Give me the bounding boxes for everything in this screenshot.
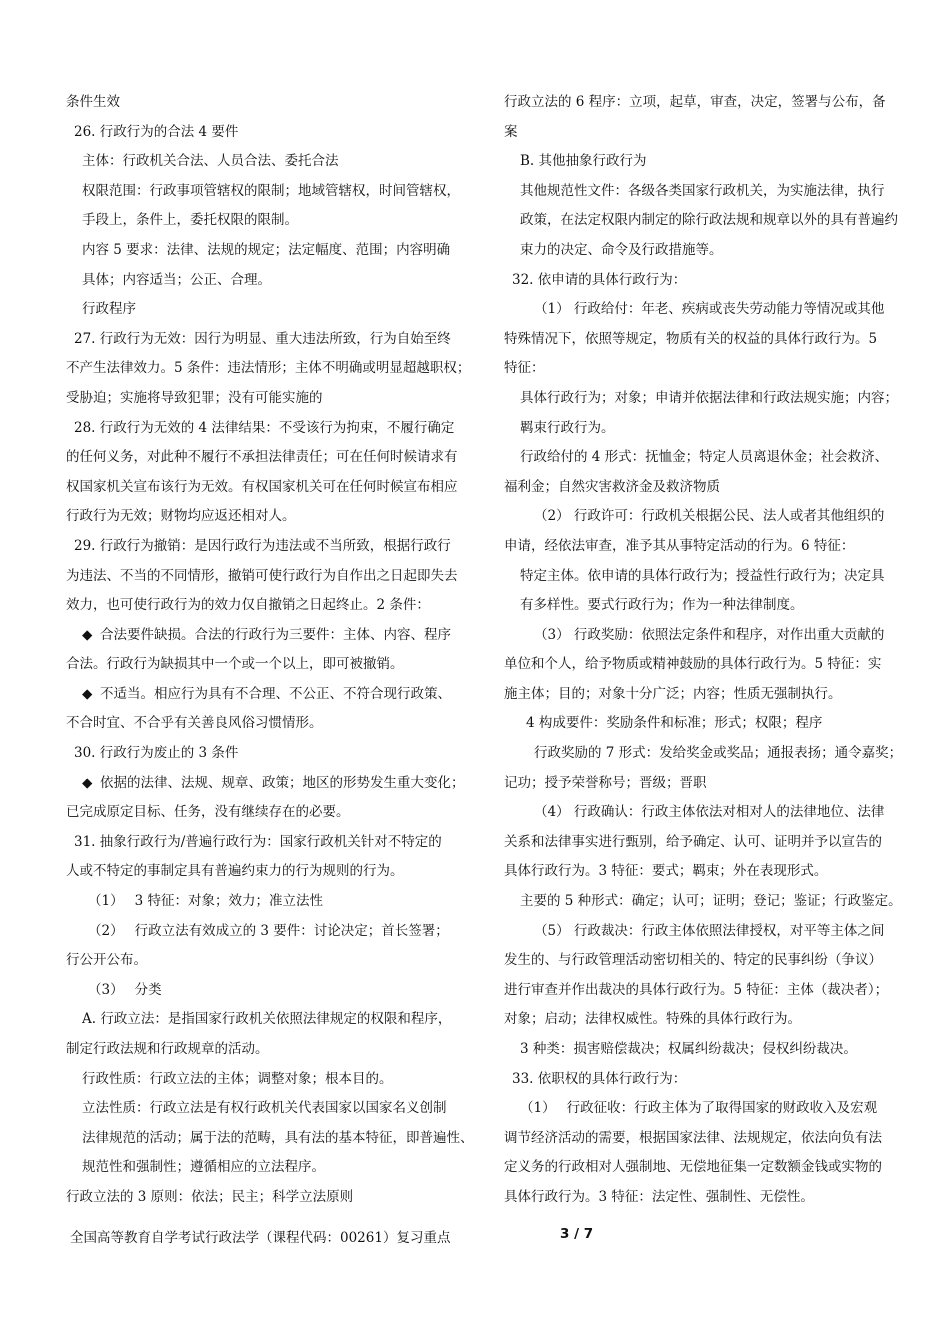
text-line: （3） 行政奖励：依照法定条件和程序，对作出重大贡献的 [534, 626, 885, 643]
text-line: 规范性和强制性；遵循相应的立法程序。 [82, 1159, 325, 1176]
text-line: 手段上，条件上，委托权限的限制。 [82, 212, 298, 229]
text-line: 行政行为无效；财物均应返还相对人。 [66, 508, 296, 525]
section-heading-33: 33. 依职权的具体行政行为： [512, 1070, 687, 1087]
text-line: 人或不特定的事制定具有普遍约束力的行为规则的行为。 [66, 863, 404, 880]
bullet-item [66, 621, 474, 651]
section-heading-31: 31. 抽象行政行为/普遍行政行为：国家行政机关针对不特定的 [74, 833, 442, 850]
text-line: 主要的 5 种形式：确定；认可；证明；登记；鉴证；行政鉴定。 [520, 893, 902, 910]
text-line: 对象；启动；法律权威性。特殊的具体行政行为。 [504, 1011, 801, 1028]
text-line: 行公开公布。 [66, 952, 147, 969]
text-line: 不合时宜、不合乎有关善良风俗习惯情形。 [66, 715, 323, 732]
text-line: 具体行政行为；对象；申请并依据法律和行政法规实施；内容； [520, 389, 898, 406]
text-line: 特定主体。依申请的具体行政行为；授益性行政行为；决定具 [520, 567, 885, 584]
text-line: 其他规范性文件：各级各类国家行政机关，为实施法律，执行 [520, 182, 885, 199]
text-line: 效力，也可使行政行为的效力仅自撤销之日起终止。2 条件： [66, 597, 430, 614]
text-line: （2） 行政许可：行政机关根据公民、法人或者其他组织的 [534, 508, 885, 525]
right-column [504, 88, 908, 1213]
text-line: （4） 行政确认：行政主体依法对相对人的法律地位、法律 [534, 804, 885, 821]
text-line: A. 行政立法：是指国家行政机关依照法律规定的权限和程序， [82, 1011, 452, 1028]
text-line: 案 [504, 123, 518, 140]
section-heading-30: 30. 行政行为废止的 3 条件 [74, 745, 239, 762]
page-footer: 全国高等教育自学考试行政法学（课程代码：00261）复习重点 [70, 1230, 451, 1246]
bullet-text: 依据的法律、法规、规章、政策；地区的形势发生重大变化； [100, 774, 465, 791]
subsection-heading-b: B. 其他抽象行政行为 [520, 153, 647, 170]
text-line: 合法。行政行为缺损其中一个或一个以上，即可被撤销。 [66, 656, 404, 673]
text-line: 为违法、不当的不同情形，撤销可使行政行为自作出之日起即失去 [66, 567, 458, 584]
text-line: 权国家机关宣布该行为无效。有权国家机关可在任何时候宣布相应 [66, 478, 458, 495]
section-heading-28: 28. 行政行为无效的 4 法律结果：不受该行为拘束，不履行确定 [74, 419, 455, 436]
text-line: 羁束行政行为。 [520, 419, 615, 436]
text-line: 特殊情况下，依照等规定，物质有关的权益的具体行政行为。5 [504, 330, 878, 347]
text-line: 关系和法律事实进行甄别，给予确定、认可、证明并予以宣告的 [504, 833, 882, 850]
text-line: 束力的决定、命令及行政措施等。 [520, 241, 723, 258]
text-line: 特征： [504, 360, 545, 377]
bullet-item [66, 680, 474, 710]
text-line: （5） 行政裁决：行政主体依照法律授权，对平等主体之间 [534, 922, 885, 939]
text-line: （2） 行政立法有效成立的 3 要件：讨论决定；首长签署； [88, 922, 449, 939]
page-number: 3 / 7 [560, 1226, 594, 1242]
text-line: 福利金；自然灾害救济金及救济物质 [504, 478, 720, 495]
text-line: 法律规范的活动；属于法的范畴，具有法的基本特征，即普遍性、 [82, 1129, 474, 1146]
text-line: （1） 行政给付：年老、疾病或丧失劳动能力等情况或其他 [534, 301, 885, 318]
text-line: 已完成原定目标、任务，没有继续存在的必要。 [66, 804, 350, 821]
text-line: （3） 分类 [88, 981, 162, 998]
bullet-item [66, 769, 474, 799]
section-heading-27: 27. 行政行为无效：因行为明显、重大违法所致，行为自始至终 [74, 330, 451, 347]
text-line: 申请，经依法审查，准予其从事特定活动的行为。6 特征： [504, 537, 855, 554]
text-line: 施主体；目的；对象十分广泛；内容；性质无强制执行。 [504, 685, 842, 702]
text-line: 行政奖励的 7 形式：发给奖金或奖品；通报表扬；通令嘉奖； [534, 745, 903, 762]
text-line: 单位和个人，给予物质或精神鼓励的具体行政行为。5 特征：实 [504, 656, 882, 673]
text-line: 具体；内容适当；公正、合理。 [82, 271, 271, 288]
text-line: 权限范围：行政事项管辖权的限制；地域管辖权，时间管辖权， [82, 182, 460, 199]
text-line: 内容 5 要求：法律、法规的规定；法定幅度、范围；内容明确 [82, 241, 451, 258]
left-column [66, 88, 474, 1213]
text-line: 立法性质：行政立法是有权行政机关代表国家以国家名义创制 [82, 1100, 447, 1117]
diamond-bullet-icon: ◆ [82, 685, 93, 702]
text-line: 定义务的行政相对人强制地、无偿地征集一定数额金钱或实物的 [504, 1159, 882, 1176]
text-line: 有多样性。要式行政行为；作为一种法律制度。 [520, 597, 804, 614]
section-heading-29: 29. 行政行为撤销：是因行政行为违法或不当所致，根据行政行 [74, 537, 451, 554]
text-line: （1） 3 特征：对象；效力；准立法性 [88, 893, 324, 910]
text-line: 制定行政法规和行政规章的活动。 [66, 1041, 269, 1057]
text-line: 3 种类：损害赔偿裁决；权属纠纷裁决；侵权纠纷裁决。 [520, 1041, 857, 1057]
text-line: 行政性质：行政立法的主体；调整对象；根本目的。 [82, 1070, 393, 1087]
text-line: 的任何义务，对此种不履行不承担法律责任；可在任何时候请求有 [66, 449, 458, 466]
text-line: 记功；授予荣誉称号；晋级；晋职 [504, 774, 707, 791]
section-heading-26: 26. 行政行为的合法 4 要件 [74, 123, 239, 140]
text-line: 行政给付的 4 形式：抚恤金；特定人员离退休金；社会救济、 [520, 449, 889, 466]
text-line: 4 构成要件：奖励条件和标准；形式；权限；程序 [526, 715, 823, 732]
text-line: 具体行政行为。3 特征：要式；羁束；外在表现形式。 [504, 863, 828, 880]
bullet-text: 不适当。相应行为具有不合理、不公正、不符合现行政策、 [100, 685, 451, 702]
text-line: 条件生效 [66, 94, 120, 110]
text-line: 政策，在法定权限内制定的除行政法规和规章以外的具有普遍约 [520, 212, 898, 229]
text-line: 具体行政行为。3 特征：法定性、强制性、无偿性。 [504, 1188, 814, 1205]
text-line: （1） 行政征收：行政主体为了取得国家的财政收入及宏观 [520, 1100, 878, 1117]
diamond-bullet-icon: ◆ [82, 626, 93, 643]
section-heading-32: 32. 依申请的具体行政行为： [512, 271, 687, 288]
diamond-bullet-icon: ◆ [82, 774, 93, 791]
text-line: 主体：行政机关合法、人员合法、委托合法 [82, 153, 339, 170]
text-line: 行政立法的 6 程序：立项，起草，审查，决定，签署与公布，备 [504, 94, 886, 110]
text-line: 受胁迫；实施将导致犯罪；没有可能实施的 [66, 389, 323, 406]
bullet-text: 合法要件缺损。合法的行政行为三要件：主体、内容、程序 [100, 626, 451, 643]
text-line: 调节经济活动的需要，根据国家法律、法规规定，依法向负有法 [504, 1129, 882, 1146]
text-line: 行政立法的 3 原则：依法；民主；科学立法原则 [66, 1188, 354, 1205]
text-line: 不产生法律效力。5 条件：违法情形；主体不明确或明显超越职权； [66, 360, 471, 377]
text-line: 行政程序 [82, 301, 136, 318]
text-line: 发生的、与行政管理活动密切相关的、特定的民事纠纷（争议） [504, 952, 882, 969]
text-line: 进行审查并作出裁决的具体行政行为。5 特征：主体（裁决者）； [504, 981, 889, 998]
